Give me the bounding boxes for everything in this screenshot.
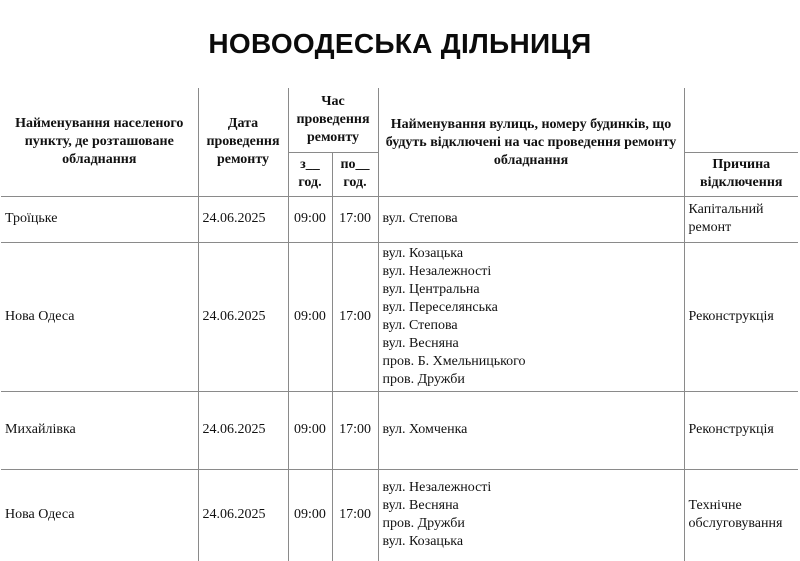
cell-time-from: 09:00 xyxy=(288,242,332,391)
cell-time-from: 09:00 xyxy=(288,196,332,242)
street-item: вул. Степова xyxy=(382,211,458,226)
table-row xyxy=(1,469,798,561)
cell-reason: Реконструкція xyxy=(684,391,798,469)
street-item: вул. Весняна xyxy=(382,335,459,351)
cell-streets xyxy=(378,196,684,242)
table-row xyxy=(1,391,798,469)
table-row xyxy=(1,196,798,242)
outage-schedule-table xyxy=(1,88,798,561)
street-item: пров. Дружби xyxy=(382,371,465,387)
cell-date: 24.06.2025 xyxy=(198,196,288,242)
header-date: Дата проведення ремонту xyxy=(198,88,288,196)
cell-time-to: 17:00 xyxy=(332,469,378,561)
street-item: вул. Незалежності xyxy=(382,480,492,496)
cell-settlement: Михайлівка xyxy=(1,391,198,469)
table-body xyxy=(1,196,798,561)
cell-date: 24.06.2025 xyxy=(198,469,288,561)
cell-settlement: Троїцьке xyxy=(1,196,198,242)
street-item: пров. Б. Хмельницького xyxy=(382,353,526,369)
table-row xyxy=(1,242,798,391)
cell-reason: Технічне обслуговування xyxy=(684,469,798,561)
cell-streets xyxy=(378,242,684,391)
street-item: вул. Козацька xyxy=(382,534,464,550)
street-item: вул. Степова xyxy=(382,317,458,333)
street-item: пров. Дружби xyxy=(382,516,465,532)
header-row xyxy=(1,88,798,152)
header-time-from: з__ год. xyxy=(288,152,332,196)
header-reason-spacer xyxy=(684,88,798,152)
cell-reason: Капітальний ремонт xyxy=(684,196,798,242)
cell-date: 24.06.2025 xyxy=(198,391,288,469)
cell-time-to: 17:00 xyxy=(332,242,378,391)
cell-time-from: 09:00 xyxy=(288,391,332,469)
cell-time-to: 17:00 xyxy=(332,196,378,242)
street-item: вул. Центральна xyxy=(382,281,480,297)
header-reason: Причина відключення xyxy=(684,152,798,196)
cell-streets xyxy=(378,391,684,469)
cell-date: 24.06.2025 xyxy=(198,242,288,391)
street-item: вул. Козацька xyxy=(382,245,464,261)
street-item: вул. Хомченка xyxy=(382,422,468,437)
cell-time-from: 09:00 xyxy=(288,469,332,561)
header-streets: Найменування вулиць, номеру будинків, що будуть відключені на час проведення ремонту обладнання xyxy=(378,88,684,196)
cell-settlement: Нова Одеса xyxy=(1,242,198,391)
cell-reason: Реконструкція xyxy=(684,242,798,391)
street-item: вул. Незалежності xyxy=(382,263,492,279)
cell-streets xyxy=(378,469,684,561)
street-item: вул. Переселянська xyxy=(382,299,498,315)
header-time: Час проведення ремонту xyxy=(288,88,378,152)
page-title: НОВООДЕСЬКА ДІЛЬНИЦЯ xyxy=(208,28,592,59)
header-settlement: Найменування населеного пункту, де розташоване обладнання xyxy=(1,88,198,196)
header-time-to: по__ год. xyxy=(332,152,378,196)
cell-settlement: Нова Одеса xyxy=(1,469,198,561)
street-item: вул. Весняна xyxy=(382,498,459,514)
cell-time-to: 17:00 xyxy=(332,391,378,469)
